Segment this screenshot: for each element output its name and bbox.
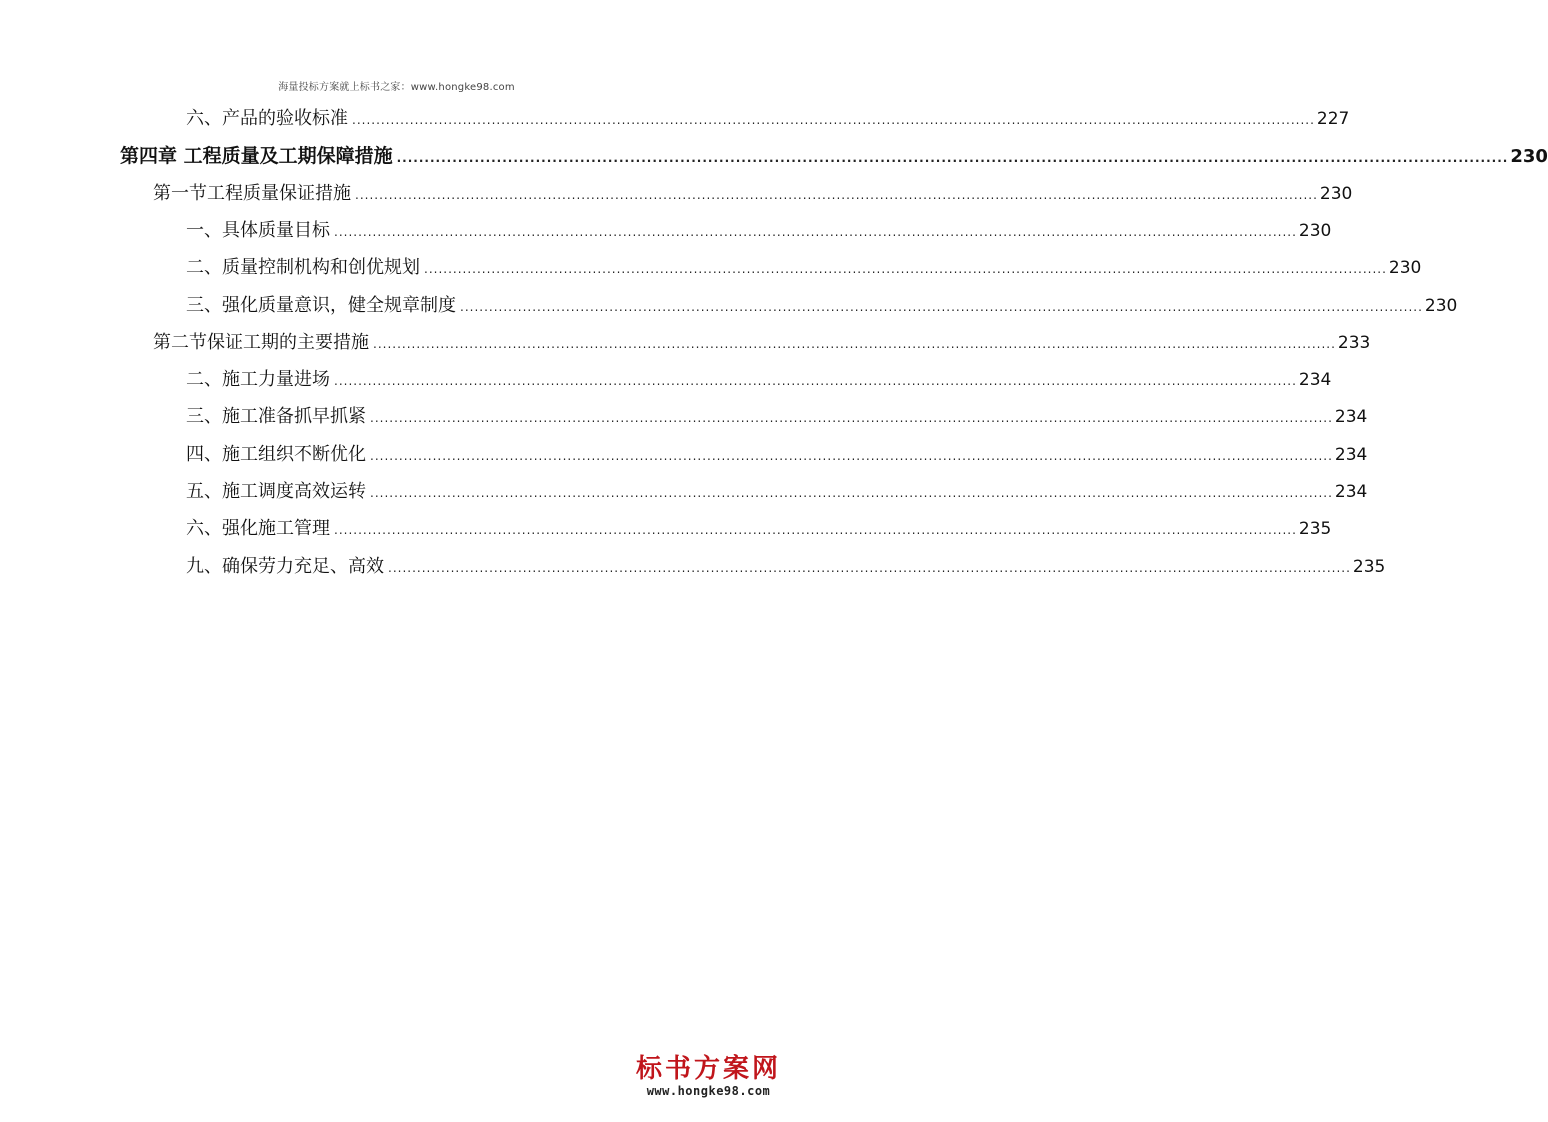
toc-dot-leader: ........................................................................................................................................................................................................ <box>370 411 1333 426</box>
toc-dot-leader: ........................................................................................................................................................................................................ <box>460 299 1423 314</box>
toc-page-number: 230 <box>1424 295 1458 316</box>
toc-dot-leader: ........................................................................................................................................................................................................ <box>396 151 1509 166</box>
toc-dot-leader: ........................................................................................................................................................................................................ <box>334 224 1297 239</box>
toc-page-number: 227 <box>1316 109 1350 129</box>
toc-page-number: 230 <box>1319 183 1353 204</box>
toc-page-number: 235 <box>1352 556 1386 577</box>
toc-entry[interactable] <box>153 326 1371 360</box>
toc-entry[interactable] <box>186 550 1386 584</box>
toc-entry-title: 五、施工调度高效运转 <box>186 481 366 502</box>
watermark-title: 标书方案网 <box>635 1054 781 1084</box>
toc-dot-leader: ........................................................................................................................................................................................................ <box>334 374 1297 389</box>
toc-dot-leader: ........................................................................................................................................................................................................ <box>334 523 1297 538</box>
toc-entry-title: 六、强化施工管理 <box>186 518 330 540</box>
toc-entry[interactable] <box>186 289 1458 323</box>
toc-entry[interactable] <box>186 400 1368 434</box>
toc-entry[interactable] <box>186 512 1332 546</box>
toc-entry-title: 第二节保证工期的主要措施 <box>153 331 369 353</box>
toc-entry[interactable] <box>186 438 1368 472</box>
toc-page-number: 234 <box>1298 370 1332 391</box>
toc-page-number: 233 <box>1337 332 1371 353</box>
toc-entry-title: 第四章 工程质量及工期保障措施 <box>120 145 393 168</box>
toc-entry-title: 一、具体质量目标 <box>186 219 330 241</box>
toc-dot-leader: ........................................................................................................................................................................................................ <box>370 448 1333 463</box>
toc-page-number: 230 <box>1298 220 1332 241</box>
watermark-url: www.hongke98.com <box>646 1084 771 1098</box>
toc-entry[interactable] <box>186 475 1368 509</box>
watermark-logo <box>636 1054 781 1098</box>
toc-entry-title: 二、施工力量进场 <box>186 369 330 391</box>
toc-entry[interactable] <box>153 177 1353 211</box>
toc-entry-title: 三、施工准备抓早抓紧 <box>186 406 366 428</box>
toc-dot-leader: ........................................................................................................................................................................................................ <box>370 486 1333 500</box>
toc-dot-leader: ........................................................................................................................................................................................................ <box>388 560 1351 575</box>
toc-page-number: 234 <box>1334 407 1368 428</box>
toc-entry-title: 二、质量控制机构和创优规划 <box>186 257 420 279</box>
toc-entry[interactable] <box>186 251 1422 285</box>
toc-dot-leader: ........................................................................................................................................................................................................ <box>355 187 1318 202</box>
toc-dot-leader: ........................................................................................................................................................................................................ <box>373 336 1336 351</box>
toc-entry-title: 九、确保劳力充足、高效 <box>186 555 384 577</box>
toc-page-number: 234 <box>1334 482 1368 502</box>
toc-page-number: 235 <box>1298 519 1332 540</box>
toc-entry-title: 四、施工组织不断优化 <box>186 443 366 465</box>
toc-entry[interactable] <box>186 102 1350 136</box>
toc-page-number: 230 <box>1388 258 1422 279</box>
toc-page-number: 230 <box>1510 146 1548 168</box>
toc-entry[interactable] <box>120 139 1548 173</box>
toc-entry[interactable] <box>186 214 1332 248</box>
toc-dot-leader: ........................................................................................................................................................................................................ <box>424 262 1387 277</box>
toc-entry-title: 六、产品的验收标准 <box>186 108 348 129</box>
toc-dot-leader: ........................................................................................................................................................................................................ <box>352 113 1315 127</box>
toc-entry-title: 第一节工程质量保证措施 <box>153 182 351 204</box>
toc-page-number: 234 <box>1334 444 1368 465</box>
toc-entry-title: 三、强化质量意识，健全规章制度 <box>186 294 456 316</box>
page-header: 海量投标方案就上标书之家：www.hongke98.com <box>278 82 515 93</box>
toc-entry[interactable] <box>186 363 1332 397</box>
